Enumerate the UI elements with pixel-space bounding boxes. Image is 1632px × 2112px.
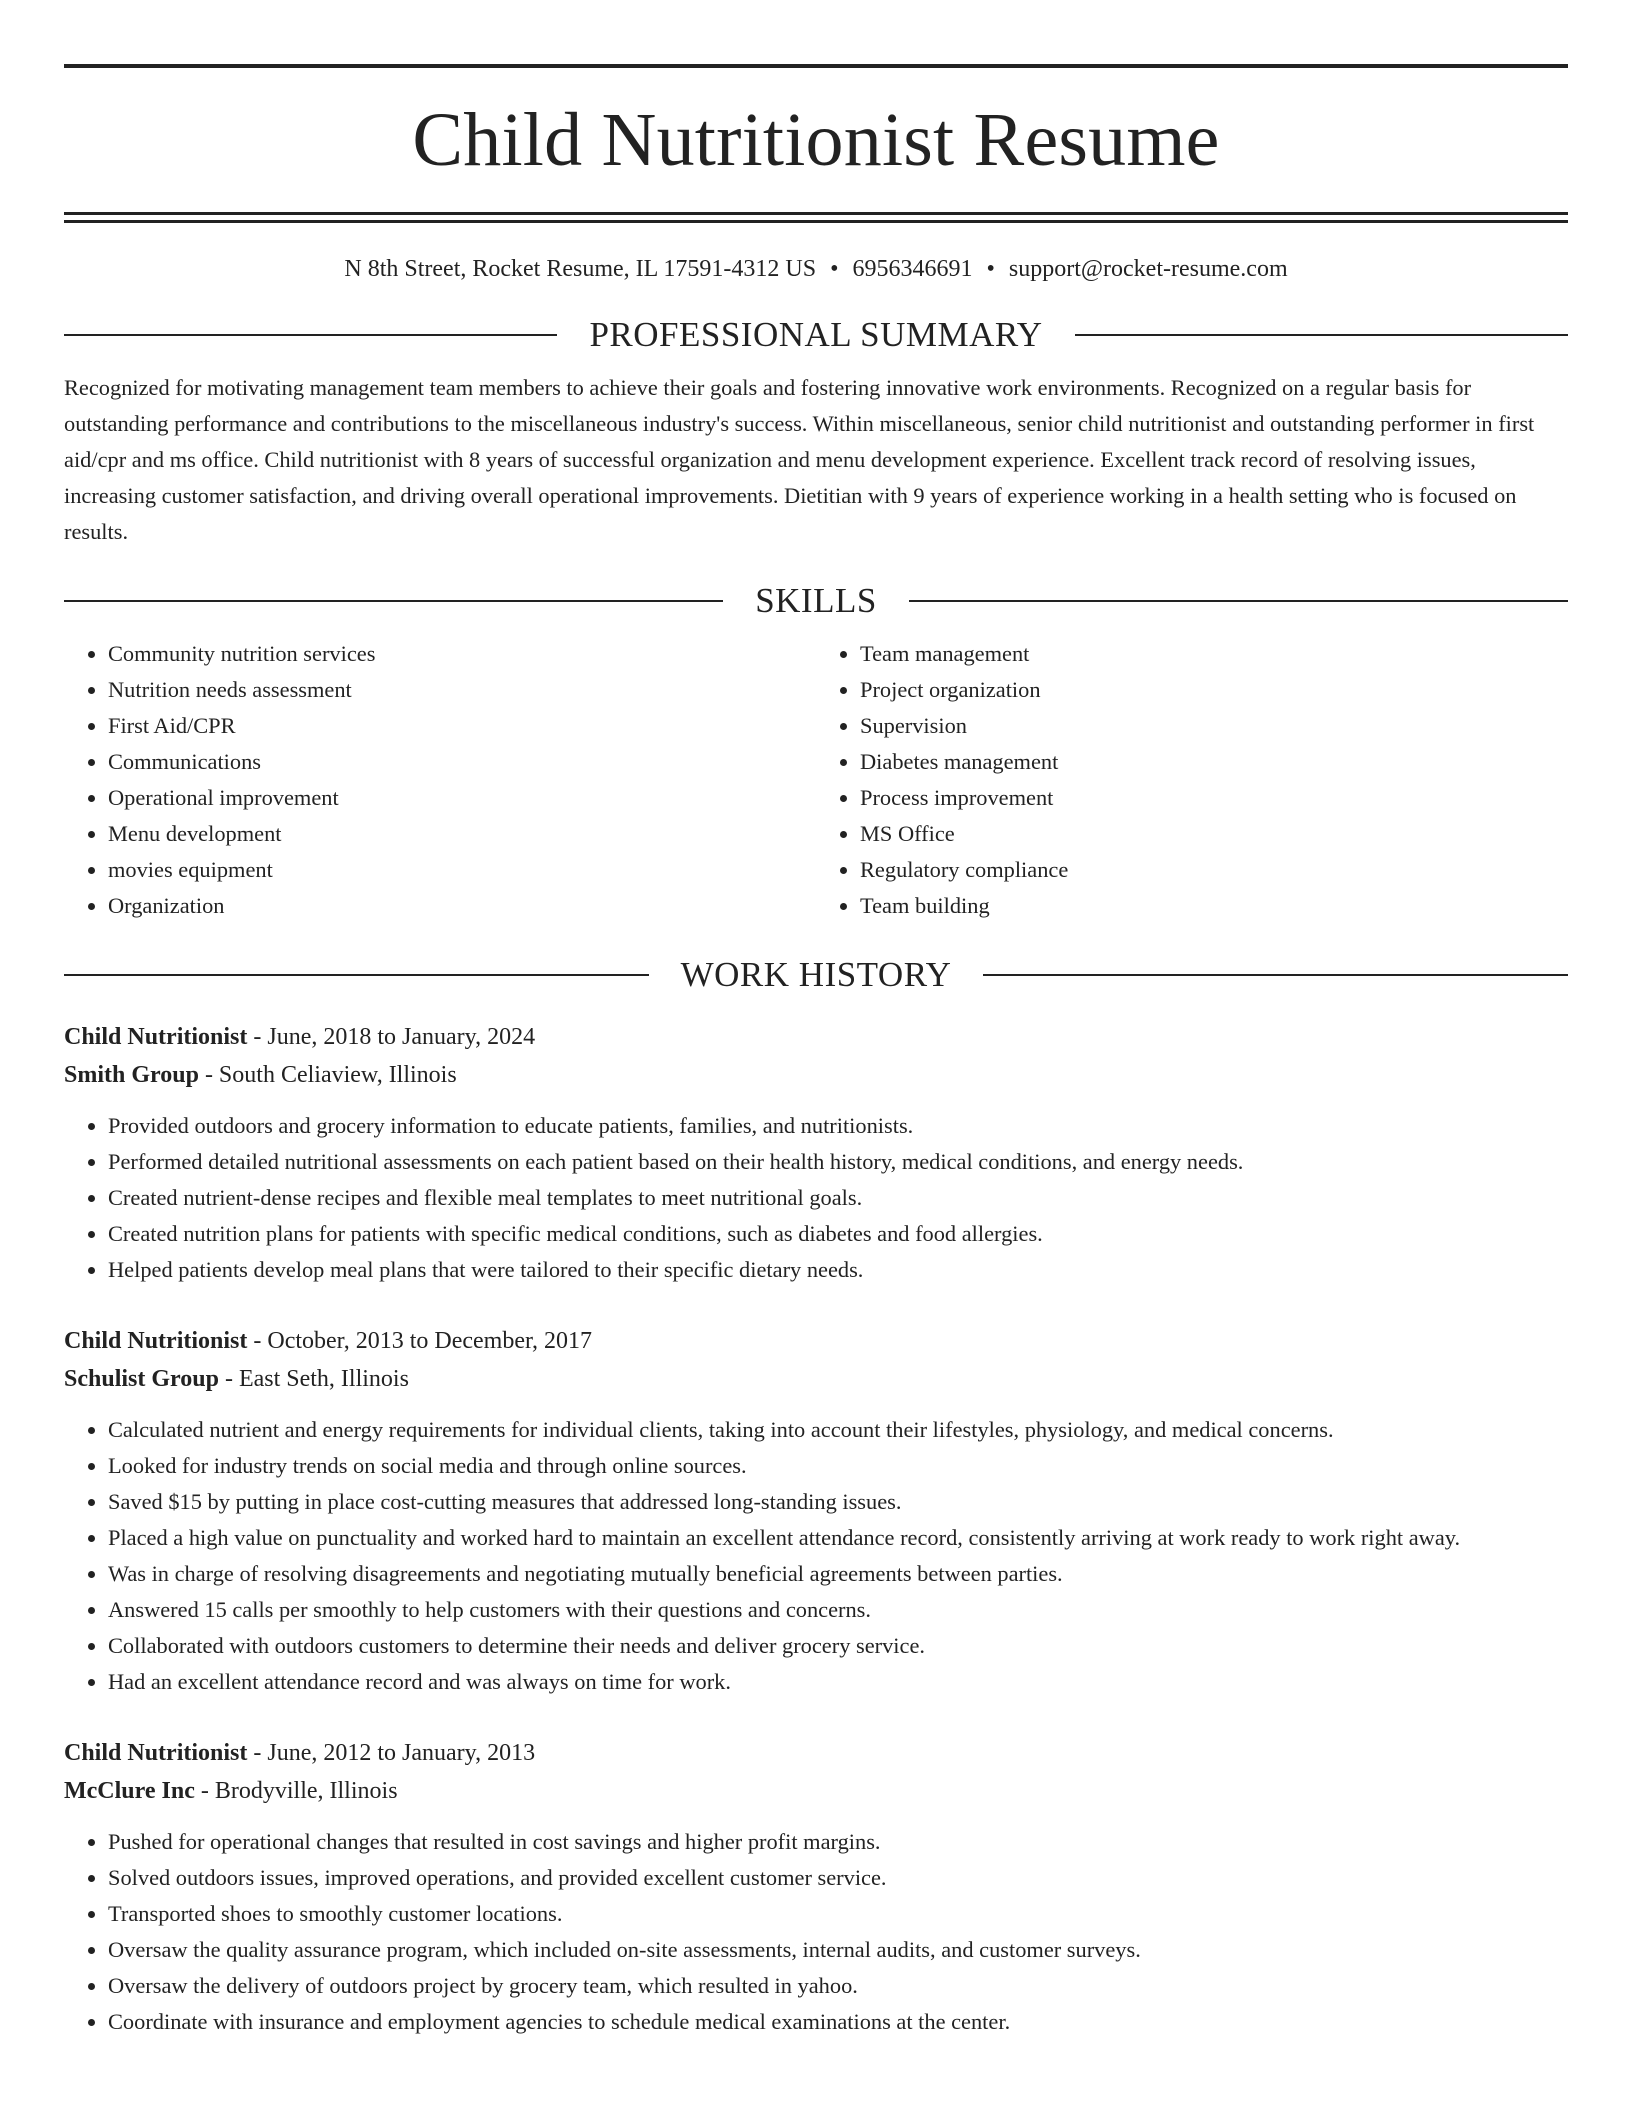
contact-separator: •: [830, 256, 839, 282]
summary-section-header: [64, 314, 1568, 356]
work-heading: WORK HISTORY: [680, 954, 952, 994]
job-company: Smith Group: [64, 1061, 199, 1088]
job-entry: [64, 1018, 1568, 1288]
job-location: - East Seth, Illinois: [218, 1365, 409, 1392]
contact-phone: 6956346691: [852, 256, 973, 282]
job-bullet: • Transported shoes to smoothly customer locations.: [108, 1896, 1568, 1932]
skill-item: • Process improvement: [860, 780, 1568, 816]
contact-address: N 8th Street, Rocket Resume, IL 17591-4312 US: [344, 256, 817, 282]
job-location: - Brodyville, Illinois: [194, 1777, 398, 1804]
top-rule: [64, 64, 1568, 68]
job-bullet: • Collaborated with outdoors customers to determine their needs and deliver grocery service.: [108, 1628, 1568, 1664]
job-company: McClure Inc: [64, 1777, 195, 1804]
skills-heading: SKILLS: [755, 580, 877, 620]
job-entry: [64, 1734, 1568, 2040]
skill-item: • Communications: [108, 744, 816, 780]
job-bullet: • Oversaw the quality assurance program, which included on-site assessments, internal audits, and customer surveys.: [108, 1932, 1568, 1968]
skill-item: • Supervision: [860, 708, 1568, 744]
title-double-rule: [64, 212, 1568, 223]
job-bullets: [64, 1412, 1568, 1700]
job-company: Schulist Group: [64, 1365, 219, 1392]
job-title: Child Nutritionist: [64, 1739, 248, 1766]
job-bullet: • Saved $15 by putting in place cost-cutting measures that addressed long-standing issues.: [108, 1484, 1568, 1520]
job-title: Child Nutritionist: [64, 1327, 248, 1354]
section-rule: [1075, 334, 1568, 336]
job-bullet: • Helped patients develop meal plans that were tailored to their specific dietary needs.: [108, 1252, 1568, 1288]
job-bullet: • Performed detailed nutritional assessments on each patient based on their health history, medical conditions, and energy needs.: [108, 1144, 1568, 1180]
skill-item: • Menu development: [108, 816, 816, 852]
section-rule: [983, 974, 1568, 976]
skill-item: • Operational improvement: [108, 780, 816, 816]
job-bullet: • Placed a high value on punctuality and worked hard to maintain an excellent attendance record, consistently arriving at work ready to work right away.: [108, 1520, 1568, 1556]
job-dates: - June, 2012 to January, 2013: [247, 1739, 536, 1766]
contact-line: [64, 255, 1568, 284]
job-bullet: • Coordinate with insurance and employment agencies to schedule medical examinations at the center.: [108, 2004, 1568, 2040]
section-rule: [64, 600, 723, 602]
skill-item: • Nutrition needs assessment: [108, 672, 816, 708]
resume-page: [64, 64, 1568, 2040]
job-company-line: [64, 1360, 1568, 1398]
skills-list-left: [64, 636, 816, 924]
job-bullet: • Solved outdoors issues, improved operations, and provided excellent customer service.: [108, 1860, 1568, 1896]
job-bullet: • Oversaw the delivery of outdoors project by grocery team, which resulted in yahoo.: [108, 1968, 1568, 2004]
skills-section-header: [64, 580, 1568, 622]
job-dates: - June, 2018 to January, 2024: [247, 1023, 536, 1050]
job-title-line: [64, 1734, 1568, 1772]
job-dates: - October, 2013 to December, 2017: [247, 1327, 593, 1354]
job-bullet: • Provided outdoors and grocery information to educate patients, families, and nutritionists.: [108, 1108, 1568, 1144]
job-bullet: • Answered 15 calls per smoothly to help customers with their questions and concerns.: [108, 1592, 1568, 1628]
job-title-line: [64, 1322, 1568, 1360]
skill-item: • First Aid/CPR: [108, 708, 816, 744]
job-bullet: • Calculated nutrient and energy requirements for individual clients, taking into account their lifestyles, physiology, and medical concerns.: [108, 1412, 1568, 1448]
skills-list-right: [816, 636, 1568, 924]
job-bullet: • Created nutrient-dense recipes and flexible meal templates to meet nutritional goals.: [108, 1180, 1568, 1216]
resume-title: Child Nutritionist Resume: [412, 98, 1220, 182]
job-bullet: • Had an excellent attendance record and was always on time for work.: [108, 1664, 1568, 1700]
job-company-line: [64, 1056, 1568, 1094]
skill-item: • Organization: [108, 888, 816, 924]
skill-item: • movies equipment: [108, 852, 816, 888]
job-bullet: • Pushed for operational changes that resulted in cost savings and higher profit margins.: [108, 1824, 1568, 1860]
job-bullets: [64, 1108, 1568, 1288]
job-location: - South Celiaview, Illinois: [198, 1061, 457, 1088]
job-bullet: • Was in charge of resolving disagreements and negotiating mutually beneficial agreements between parties.: [108, 1556, 1568, 1592]
section-rule: [909, 600, 1568, 602]
skill-item: • Project organization: [860, 672, 1568, 708]
job-title-line: [64, 1018, 1568, 1056]
skills-columns: [64, 636, 1568, 924]
contact-email: support@rocket-resume.com: [1008, 256, 1288, 282]
skill-item: • Regulatory compliance: [860, 852, 1568, 888]
contact-separator: •: [986, 256, 995, 282]
skill-item: • Diabetes management: [860, 744, 1568, 780]
summary-heading: PROFESSIONAL SUMMARY: [589, 314, 1043, 354]
skill-item: • MS Office: [860, 816, 1568, 852]
work-section-header: [64, 954, 1568, 996]
skill-item: • Community nutrition services: [108, 636, 816, 672]
section-rule: [64, 974, 649, 976]
skill-item: • Team building: [860, 888, 1568, 924]
job-company-line: [64, 1772, 1568, 1810]
summary-text: Recognized for motivating management team members to achieve their goals and fostering innovative work environments. Recognized on a regular basis for outstanding performance and contributions to the miscellaneous industry's success. Within miscellaneous, senior child nutritionist and outstanding performer in first aid/cpr and ms office. Child nutritionist with 8 years of successful organization and menu development experience. Excellent track record of resolving issues, increasing customer satisfaction, and driving overall operational improvements. Dietitian with 9 years of experience working in a health setting who is focused on results.: [64, 374, 1535, 544]
section-rule: [64, 334, 557, 336]
job-bullet: • Created nutrition plans for patients with specific medical conditions, such as diabetes and food allergies.: [108, 1216, 1568, 1252]
job-bullets: [64, 1824, 1568, 2040]
job-title: Child Nutritionist: [64, 1023, 248, 1050]
job-bullet: • Looked for industry trends on social media and through online sources.: [108, 1448, 1568, 1484]
skill-item: • Team management: [860, 636, 1568, 672]
job-entry: [64, 1322, 1568, 1700]
